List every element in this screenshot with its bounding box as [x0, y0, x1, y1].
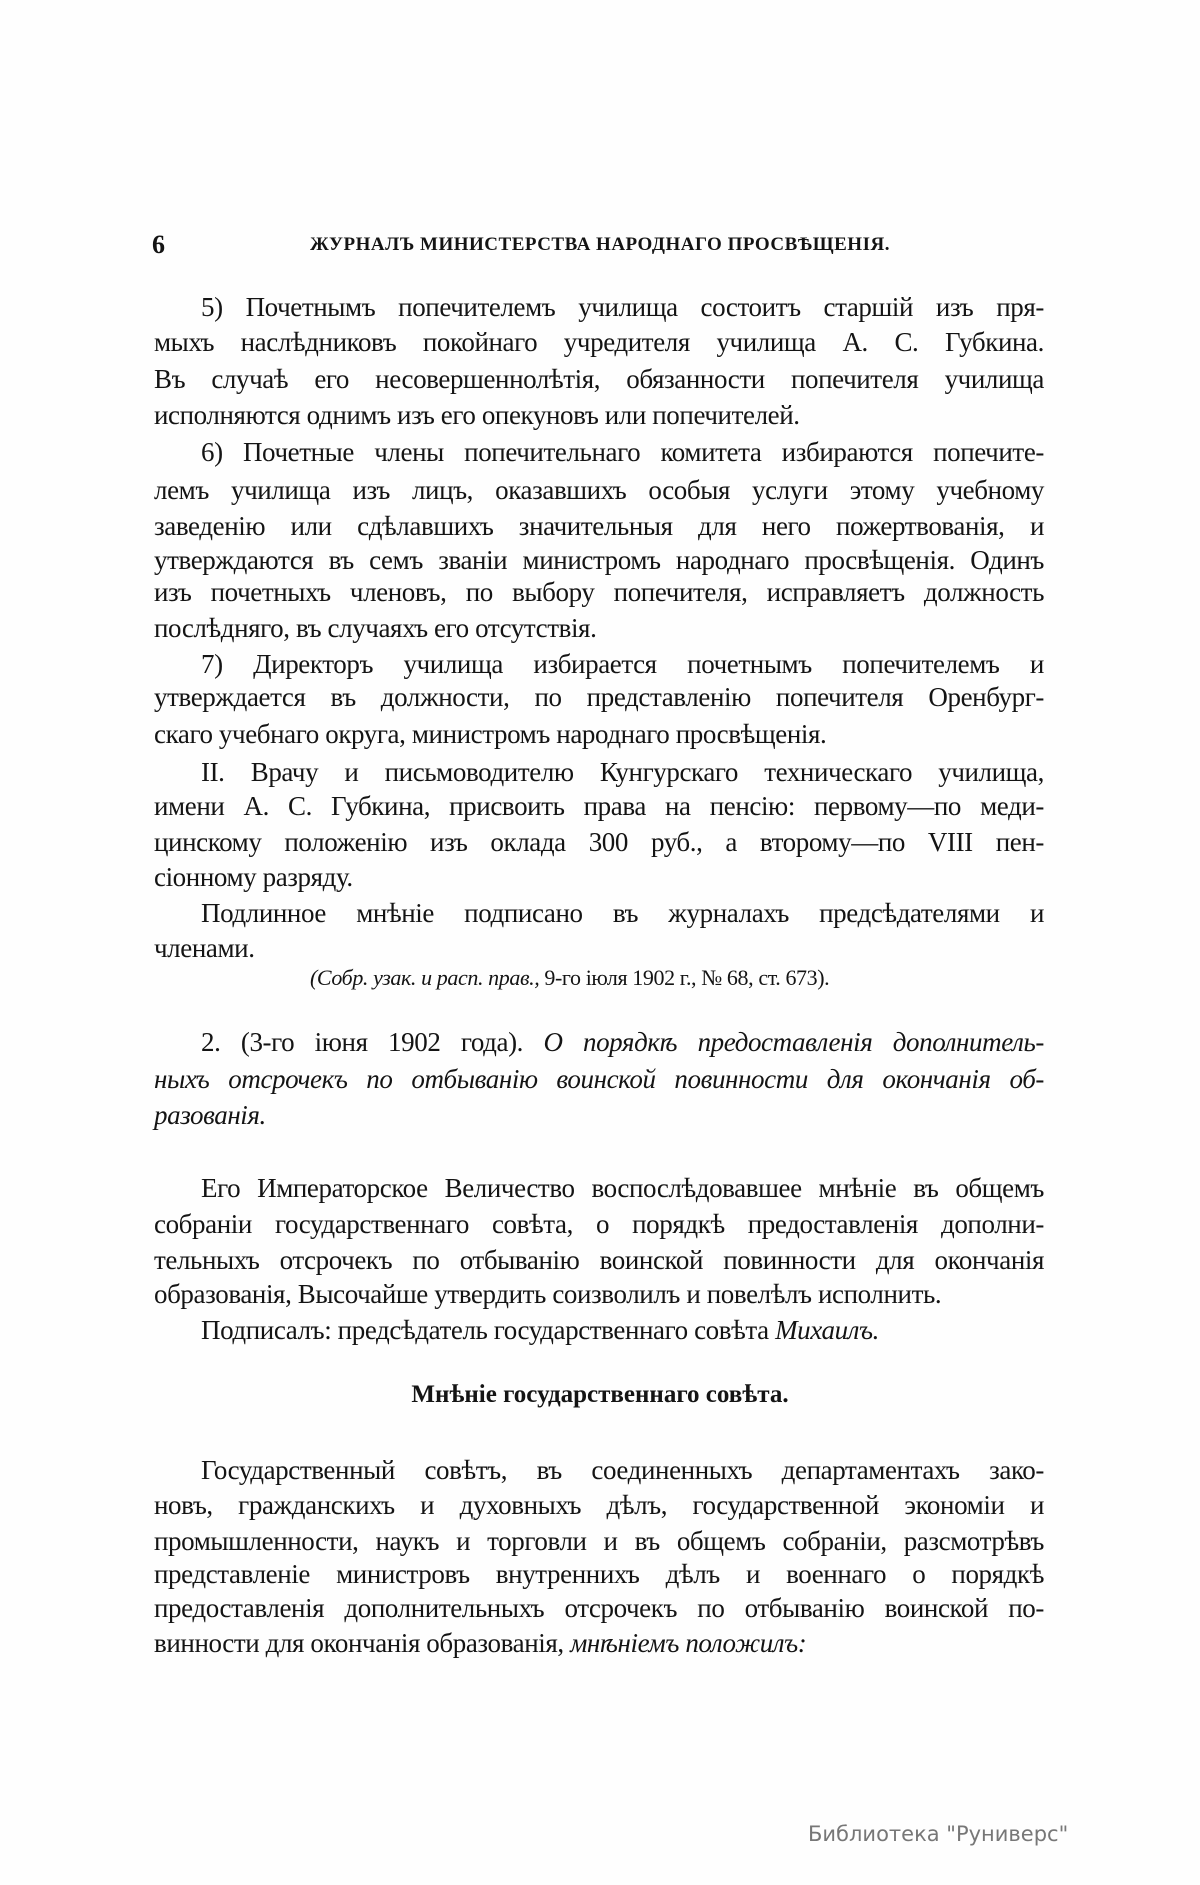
text-line — [201, 1024, 1044, 1060]
text-line — [154, 1206, 1044, 1242]
text-line — [154, 1487, 1044, 1523]
text-segment: мыхъ наслѣдниковъ покойнаго учредителя училища А. С. Губкина. — [154, 327, 1044, 357]
text-line — [154, 1276, 1044, 1312]
text-segment: образованія, Высочайше утвердить соизволилъ и повелѣлъ исполнить. — [154, 1279, 942, 1309]
text-segment: лемъ училища изъ лицъ, оказавшихъ особыя услуги этому учебному — [154, 475, 1044, 505]
text-line — [154, 574, 1044, 610]
text-segment: послѣдняго, въ случаяхъ его отсутствія. — [154, 613, 597, 643]
text-line — [201, 754, 1044, 790]
text-line — [154, 1523, 1044, 1559]
text-segment: тельныхъ отсрочекъ по отбыванію воинской повинности для окончанія — [154, 1245, 1044, 1275]
text-line — [154, 610, 1044, 646]
text-segment: Въ случаѣ его несовершеннолѣтія, обязанности попечителя училища — [154, 364, 1044, 394]
text-line — [201, 1312, 1044, 1348]
text-line — [154, 542, 1044, 578]
text-segment: скаго учебнаго округа, министромъ народнаго просвѣщенія. — [154, 719, 827, 749]
italic-text: Михаилъ. — [775, 1315, 880, 1345]
italic-text: разованія. — [154, 1100, 266, 1130]
library-watermark: Библиотека "Руниверс" — [808, 1822, 1069, 1846]
page-number: 6 — [152, 230, 165, 259]
text-segment: 6) Почетные члены попечительнаго комитета избираются попечите- — [201, 437, 1044, 467]
text-segment: утверждается въ должности, по представленію попечителя Оренбург- — [154, 682, 1044, 712]
text-segment: Подписалъ: предсѣдатель государственнаго совѣта — [201, 1315, 776, 1345]
text-segment: 7) Директоръ училища избирается почетнымъ попечителемъ и — [201, 649, 1044, 679]
citation-line — [310, 960, 974, 996]
text-line — [201, 434, 1044, 470]
italic-text: мнѣніемъ положилъ: — [570, 1628, 807, 1658]
text-segment: Подлинное мнѣніе подписано въ журналахъ предсѣдателями и — [201, 898, 1044, 928]
text-line — [154, 1590, 1044, 1626]
text-line — [201, 1452, 1044, 1488]
text-segment: собраніи государственнаго совѣта, о порядкѣ предоставленія дополни- — [154, 1209, 1044, 1239]
text-segment: утверждаются въ семъ званіи министромъ народнаго просвѣщенія. Одинъ — [154, 545, 1044, 575]
text-segment: новъ, гражданскихъ и духовныхъ дѣлъ, государственной экономіи и — [154, 1490, 1044, 1520]
text-line — [154, 508, 1044, 544]
text-line — [201, 895, 1044, 931]
italic-text: (Собр. узак. и расп. прав., — [310, 965, 540, 990]
text-segment: промышленности, наукъ и торговли и въ общемъ собраніи, разсмотрѣвъ — [154, 1526, 1044, 1556]
section-heading: Мнѣніе государственнаго совѣта. — [411, 1381, 789, 1408]
text-line — [154, 324, 1044, 360]
text-line — [201, 289, 1044, 325]
text-segment: исполняются однимъ изъ его опекуновъ или попечителей. — [154, 400, 800, 430]
text-segment: 5) Почетнымъ попечителемъ училища состоитъ старшій изъ пря- — [201, 292, 1044, 322]
text-segment: представленіе министровъ внутреннихъ дѣлъ и военнаго о порядкѣ — [154, 1559, 1044, 1589]
text-segment: Государственный совѣтъ, въ соединенныхъ департаментахъ зако- — [201, 1455, 1044, 1485]
italic-text: О порядкѣ предоставленія дополнитель- — [543, 1027, 1044, 1057]
text-line — [154, 716, 1044, 752]
text-segment: 9-го іюля 1902 г., № 68, ст. 673). — [539, 965, 830, 990]
text-segment: Его Императорское Величество воспослѣдовавшее мнѣніе въ общемъ — [201, 1173, 1044, 1203]
text-segment: винности для окончанія образованія, — [154, 1628, 571, 1658]
italic-text: ныхъ отсрочекъ по отбыванію воинской повинности для окончанія об- — [154, 1064, 1044, 1094]
text-line — [154, 1242, 1044, 1278]
text-segment: изъ почетныхъ членовъ, по выбору попечителя, исправляетъ должность — [154, 577, 1044, 607]
text-line — [154, 472, 1044, 508]
text-segment: сіонному разряду. — [154, 862, 353, 892]
text-segment: II. Врачу и письмоводителю Кунгурскаго техническаго училища, — [201, 757, 1044, 787]
text-line — [154, 824, 1044, 860]
text-line — [154, 397, 1044, 433]
running-header: ЖУРНАЛЪ МИНИСТЕРСТВА НАРОДНАГО ПРОСВѢЩЕНІЯ. — [310, 234, 890, 255]
text-line — [154, 1625, 1044, 1661]
text-line — [154, 1556, 1044, 1592]
text-line — [154, 361, 1044, 397]
text-segment: имени А. С. Губкина, присвоить права на пенсію: первому—по меди- — [154, 791, 1044, 821]
text-line — [201, 1170, 1044, 1206]
text-segment: членами. — [154, 933, 255, 963]
text-segment: цинскому положенію изъ оклада 300 руб., а второму—по VIII пен- — [154, 827, 1044, 857]
text-line — [154, 788, 1044, 824]
text-line — [154, 859, 1044, 895]
text-line — [201, 646, 1044, 682]
text-segment: предоставленія дополнительныхъ отсрочекъ по отбыванію воинской по- — [154, 1593, 1044, 1623]
text-line — [154, 1097, 1044, 1133]
text-line — [154, 679, 1044, 715]
text-segment: заведенію или сдѣлавшихъ значительныя для него пожертвованія, и — [154, 511, 1044, 541]
text-segment: 2. (3-го іюня 1902 года). — [201, 1027, 544, 1057]
text-line — [154, 1061, 1044, 1097]
